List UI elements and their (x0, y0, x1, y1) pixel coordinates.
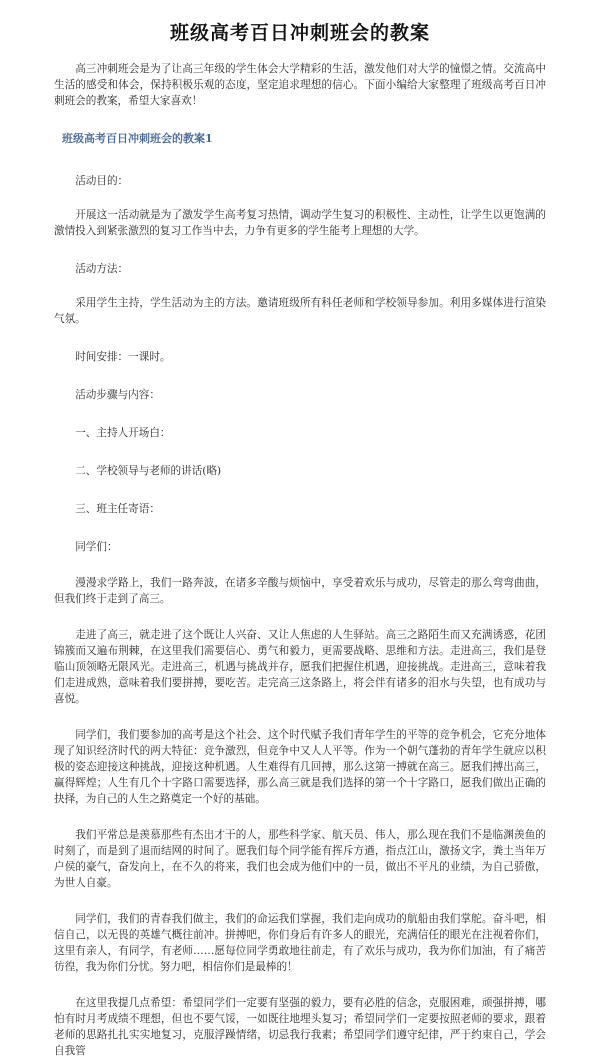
method-text: 采用学生主持，学生活动为主的方法。邀请班级所有科任老师和学校领导参加。利用多媒体进行渲染气氛。 (54, 297, 546, 325)
body-paragraph-6: 在这里我提几点希望：希望同学们一定要有坚强的毅力，要有必胜的信念，克服困难，顽强拼搏，哪怕有时月考成绩不理想，但也不要气馁，一如既往地埋头复习；希望同学们一定要按照老师的要求，跟着老师的思路扎扎实实地复习，克服浮躁情绪，切忌我行我素；希望同学们遵守纪律，严于约束自己，学会自我管 (54, 997, 546, 1057)
step-1: 一、主持人开场白： (75, 427, 171, 439)
steps-heading: 活动步骤与内容： (75, 389, 160, 401)
time-text: 时间安排：一课时。 (75, 351, 171, 363)
doc-title: 班级高考百日冲刺班会的教案 (169, 22, 430, 44)
body-paragraph-4: 我们平常总是羡慕那些有杰出才干的人，那些科学家、航天员、伟人，那么现在我们不是临渊羡鱼的时刻了，而是到了退而结网的时间了。愿我们每个同学能有挥斥方遒，指点江山，激扬文字，粪土当年万户侯的豪气，奋发向上，在不久的将来，我们也会成为他们中的一员，做出不平凡的业绩，为自己骄傲，为世人自豪。 (54, 829, 546, 889)
goal-heading: 活动目的： (75, 175, 129, 187)
section-subtitle: 班级高考百日冲刺班会的教案1 (62, 132, 213, 145)
method-heading: 活动方法： (75, 263, 129, 275)
step-2: 二、学校领导与老师的讲话(略) (75, 465, 222, 477)
body-paragraph-1: 漫漫求学路上，我们一路奔波，在诸多辛酸与烦恼中，享受着欢乐与成功，尽管走的那么弯弯曲曲，但我们终于走到了高三。 (54, 577, 546, 605)
goal-text: 开展这一活动就是为了激发学生高考复习热情，调动学生复习的积极性、主动性，让学生以更饱满的激情投入到紧张激烈的复习工作当中去，力争有更多的学生能考上理想的大学。 (54, 209, 546, 237)
body-paragraph-3: 同学们，我们要参加的高考是这个社会、这个时代赋予我们青年学生的平等的竞争机会，它充分地体现了知识经济时代的两大特征：竞争激烈，但竞争中又人人平等。作为一个朝气蓬勃的青年学生就应以积极的姿态迎接这种挑战，迎接这种机遇。人生难得有几回搏，那么这第一搏就在高三。愿我们搏出高三，赢得辉煌；人生有几个十字路口需要选择，那么高三就是我们选择的第一个十字路口，愿我们做出正确的抉择，为自己的人生之路奠定一个好的基础。 (54, 729, 546, 805)
greeting: 同学们： (75, 541, 118, 553)
step-3: 三、班主任寄语： (75, 503, 160, 515)
body-paragraph-2: 走进了高三，就走进了这个既让人兴奋、又让人焦虑的人生驿站。高三之路陌生而又充满诱惑，花团锦簇而又遍布荆棘，在这里我们需要信心、勇气和毅力，更需要战略、思维和方法。走进高三，我们是登临山顶领略无限风光。走进高三，机遇与挑战并存，愿我们把握住机遇，迎接挑战。走进高三，意味着我们走进成熟，意味着我们要拼搏，要吃苦。走完高三这条路上，将会伴有诸多的泪水与失望，也有成功与喜悦。 (54, 629, 546, 705)
intro-paragraph: 高三冲刺班会是为了让高三年级的学生体会大学精彩的生活，激发他们对大学的憧憬之情。交流高中生活的感受和体会，保持积极乐观的态度，坚定追求理想的信心。下面小编给大家整理了班级高考百日冲刺班会的教案，希望大家喜欢！ (54, 63, 546, 107)
body-paragraph-5: 同学们，我们的青春我们做主，我们的命运我们掌握，我们走向成功的航船由我们掌舵。奋斗吧，相信自己，以无畏的英雄气概往前冲。拼搏吧，你们身后有许多人的眼光，充满信任的眼光在注视着你们，这里有亲人，有同学，有老师……愿每位同学勇敢地往前走，有了欢乐与成功，我为你们加油，有了痛苦彷徨，我为你们分忧。努力吧，相信你们是最棒的！ (54, 913, 546, 973)
